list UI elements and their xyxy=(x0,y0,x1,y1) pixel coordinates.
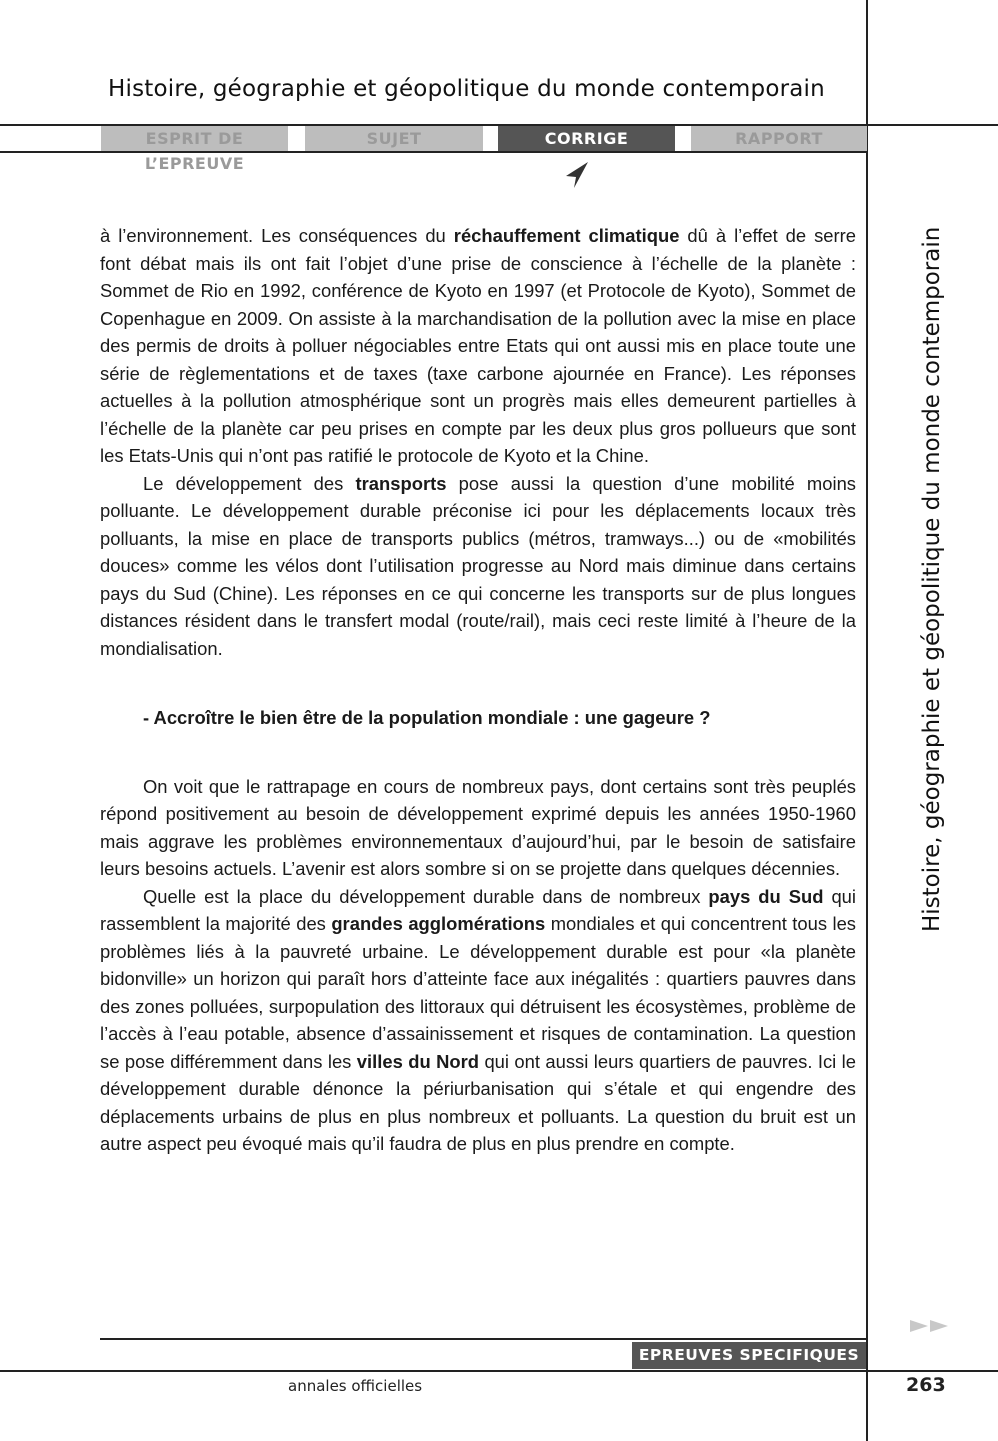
tab-rapport[interactable]: RAPPORT xyxy=(691,126,867,151)
paragraph-4: Quelle est la place du développement durable dans de nombreux pays du Sud qui rassemblent la majorité des grandes agglomérations mondiales et qui concentrent tous les problèmes liés à la pauvreté urbaine. Le développement durable est pour «la planète bidonville» un horizon qui paraît hors d’atteinte face aux inégalités : quartiers pauvres dans des zones polluées, surpopulation des littoraux qui détruisent les écosystèmes, problème de l’accès à l’eau potable, absence d’assainissement et risques de contamination. La question se pose différemment dans les villes du Nord qui ont aussi leurs quartiers de pauvres. Ici le développement durable dénonce la périurbanisation qui s’étale et qui engendre des déplacements urbains de plus en plus nombreux et polluants. La question du bruit est un autre aspect peu évoqué mais qu’il faudra de plus en plus prendre en compte. xyxy=(100,885,857,1154)
header-title: Histoire, géographie et géopolitique du monde contemporain xyxy=(108,76,825,102)
section-badge: EPREUVES SPECIFIQUES xyxy=(632,1342,866,1369)
side-title: Histoire, géographie et géopolitique du monde contemporain xyxy=(919,226,945,932)
tab-esprit-epreuve[interactable]: ESPRIT DE L’EPREUVE xyxy=(101,126,288,151)
page-number: 263 xyxy=(906,1374,946,1396)
section-subheading: - Accroître le bien être de la population mondiale : une gageure ? xyxy=(143,706,711,728)
article-body xyxy=(100,222,856,1158)
paragraph-3: On voit que le rattrapage en cours de nombreux pays, dont certains sont très peuplés répond positivement au besoin de développement exprimé depuis les années 1950-1960 mais aggrave les problèmes environnementaux d’aujourd’hui, par le besoin de satisfaire leurs besoins actuels. L’avenir est alors sombre si on se projette dans quelques décennies. xyxy=(100,775,856,879)
cursor-arrow-icon xyxy=(564,160,590,190)
tab-sujet[interactable]: SUJET xyxy=(305,126,483,151)
paragraph-1: à l’environnement. Les conséquences du réchauffement climatique dû à l’effet de serre font débat mais ils ont fait l’objet d’une prise de conscience à l’échelle de la planète : Sommet de Rio en 1992, conférence de Kyoto en 1997 (et Protocole de Kyoto), Sommet de Copenhague en 2009. On assiste à la marchandisation de la pollution avec la mise en place des permis de droits à polluer négociables entre Etats qui ont aussi mis en place toute une série de règlementations et de taxes (taxe carbone ajournée en France). Les réponses actuelles à la pollution atmosphérique sont un progrès mais elles demeurent partielles à l’échelle de la planète car peu prises en compte par les deux plus gros pollueurs que sont les Etats-Unis qui n’ont pas ratifié le protocole de Kyoto et la Chine. xyxy=(100,225,857,466)
bottom-rule xyxy=(100,1338,868,1340)
right-margin-rule xyxy=(866,0,868,1441)
tab-corrige[interactable]: CORRIGE xyxy=(498,126,675,151)
paragraph-2: Le développement des transports pose aussi la question d’une mobilité moins polluante. Le développement durable préconise ici pour les déplacements locaux très polluants, la mise en place de transports publics (métros, tramways...) ou de «mobilités douces» comme les vélos dont l’utilisation progresse au Nord mais diminue dans certains pays du Sud (Chine). Les réponses en ce qui concerne les transports sur de plus longues distances résident dans le transfert modal (route/rail), mais ceci reste limité à l’heure de la mondialisation. xyxy=(100,472,856,659)
footer-publication: annales officielles xyxy=(288,1377,423,1395)
fast-forward-icon[interactable] xyxy=(908,1318,952,1334)
tabs-rule xyxy=(0,151,868,153)
footer-rule xyxy=(0,1370,998,1372)
